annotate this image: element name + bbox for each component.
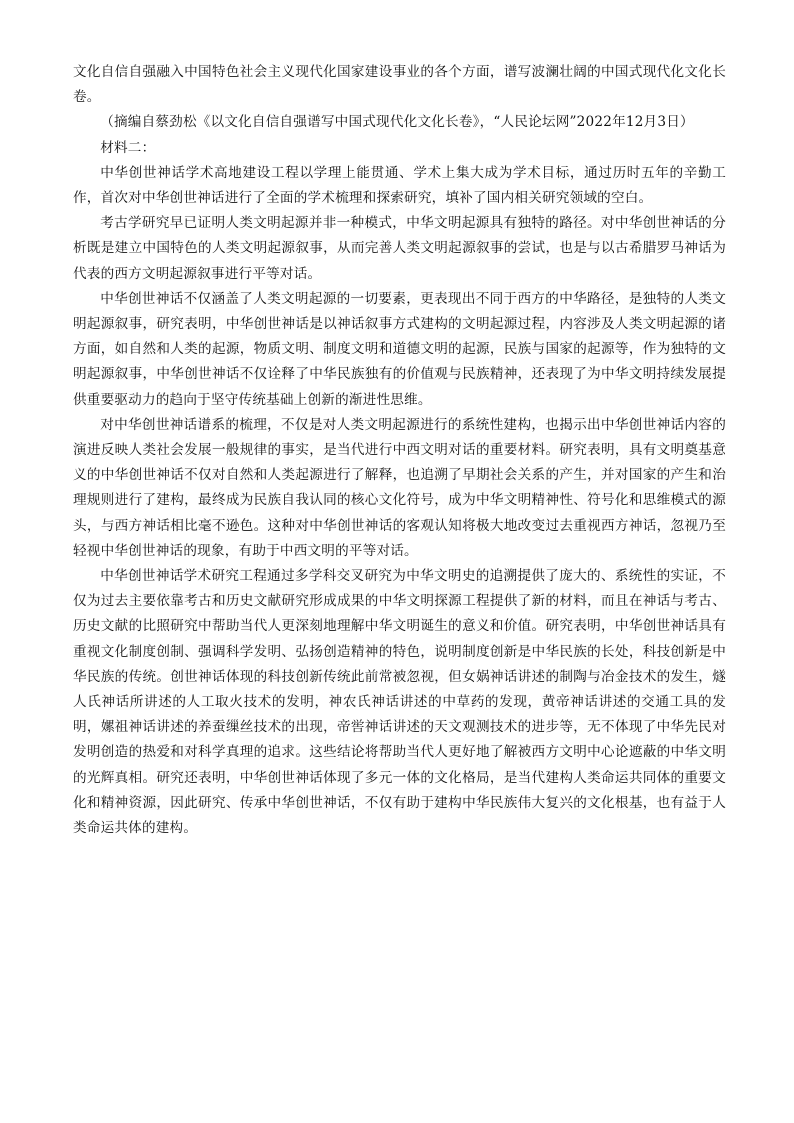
continuation-paragraph: 文化自信自强融入中国特色社会主义现代化国家建设事业的各个方面，谱写波澜壮阔的中国式现代化文化长卷。 xyxy=(73,64,726,106)
section-label-material-two: 材料二： xyxy=(100,139,156,156)
body-paragraph: 考古学研究早已证明人类文明起源并非一种模式，中华文明起源具有独特的路径。对中华创世神话的分析既是建立中国特色的人类文明起源叙事，从而完善人类文明起源叙事的尝试，也是与以古希腊罗马神话为代表的西方文明起源叙事进行平等对话。 xyxy=(73,215,726,282)
body-paragraph: 对中华创世神话谱系的梳理，不仅是对人类文明起源进行的系统性建构，也揭示出中华创世神话内容的演进反映人类社会发展一般规律的事实，是当代进行中西文明对话的重要材料。研究表明，具有文明奠基意义的中华创世神话不仅对自然和人类起源进行了解释，也追溯了早期社会关系的产生，并对国家的产生和治理规则进行了建构，最终成为民族自我认同的核心文化符号，成为中华文明精神性、符号化和思维模式的源头，与西方神话相比毫不逊色。这种对中华创世神话的客观认知将极大地改变过去重视西方神话，忽视乃至轻视中华创世神话的现象，有助于中西文明的平等对话。 xyxy=(73,416,726,559)
body-paragraph: 中华创世神话不仅涵盖了人类文明起源的一切要素，更表现出不同于西方的中华路径，是独特的人类文明起源叙事，研究表明，中华创世神话是以神话叙事方式建构的文明起源过程，内容涉及人类文明起源的诸方面，如自然和人类的起源，物质文明、制度文明和道德文明的起源，民族与国家的起源等，作为独特的文明起源叙事，中华创世神话不仅诠释了中华民族独有的价值观与民族精神，还表现了为中华文明持续发展提供重要驱动力的趋向于坚守传统基础上创新的渐进性思维。 xyxy=(73,290,726,408)
source-citation: （摘编自蔡劲松《以文化自信自强谱写中国式现代化文化长卷》，“人民论坛网”2022年12月3日） xyxy=(100,114,694,131)
body-paragraph: 中华创世神话学术高地建设工程以学理上能贯通、学术上集大成为学术目标，通过历时五年的辛勤工作，首次对中华创世神话进行了全面的学术梳理和探索研究，填补了国内相关研究领域的空白。 xyxy=(73,164,726,207)
body-paragraph: 中华创世神话学术研究工程通过多学科交叉研究为中华文明史的追溯提供了庞大的、系统性的实证，不仅为过去主要依靠考古和历史文献研究形成成果的中华文明探源工程提供了新的材料，而且在神话与考古、历史文献的比照研究中帮助当代人更深刻地理解中华文明诞生的意义和价值。研究表明，中华创世神话具有重视文化制度创制、强调科学发明、弘扬创造精神的特色，说明制度创新是中华民族的长处，科技创新是中华民族的传统。创世神话体现的科技创新传统此前常被忽视，但女娲神话讲述的制陶与冶金技术的发生，燧人氏神话所讲述的人工取火技术的发明，神农氏神话讲述的中草药的发现，黄帝神话讲述的交通工具的发明，嫘祖神话讲述的养蚕缫丝技术的出现，帝喾神话讲述的天文观测技术的进步等，无不体现了中华先民对发明创造的热爱和对科学真理的追求。这些结论将帮助当代人更好地了解被西方文明中心论遮蔽的中华文明的光辉真相。研究还表明，中华创世神话体现了多元一体的文化格局，是当代建构人类命运共同体的重要文化和精神资源，因此研究、传承中华创世神话，不仅有助于建构中华民族伟大复兴的文化根基，也有益于人类命运共体的建构。 xyxy=(73,568,726,837)
